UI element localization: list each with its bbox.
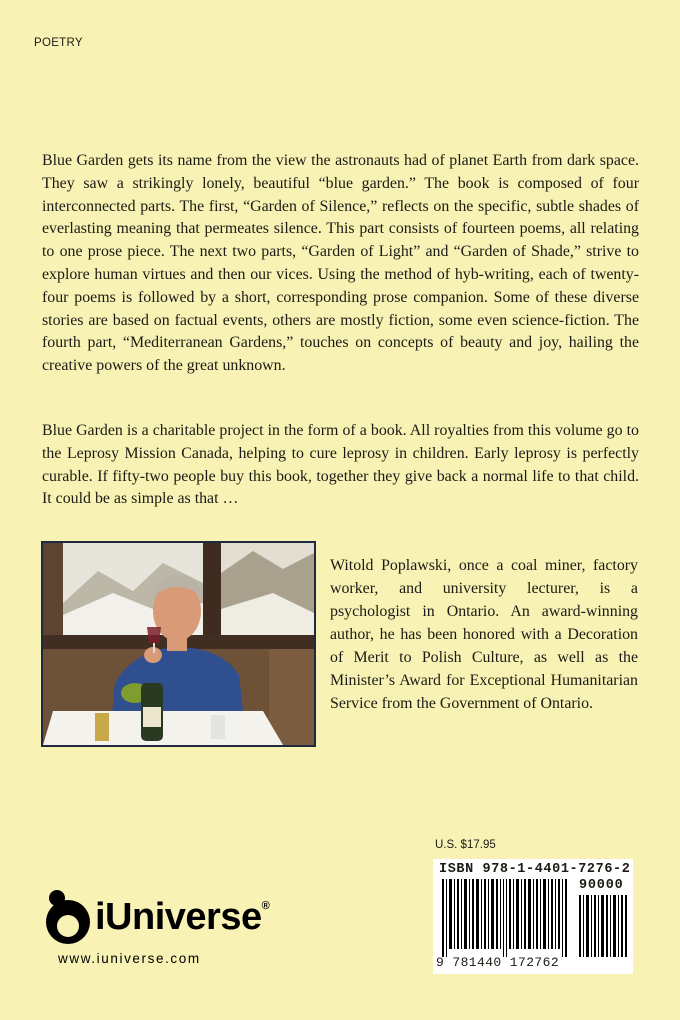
ean-digits: 9 781440 172762 [436, 955, 560, 970]
author-photo-illustration [43, 543, 314, 745]
category-label: POETRY [34, 37, 83, 49]
publisher-url[interactable]: www.iuniverse.com [58, 951, 201, 966]
description-paragraph-1: Blue Garden gets its name from the view the astronauts had of planet Earth from dark space. They saw a strikingly lonely, beautiful “blue garden.” The book is composed of four interconnected parts. The first, “Garden of Silence,” reflects on the specific, subtle shades of everlasting meaning that permeates silence. This part consists of fourteen poems, all relating to one prose piece. The next two parts, “Garden of Light” and “Garden of Shade,” strive to explore human virtues and then our vices. Using the method of hyb-writing, each of twenty-four poems is followed by a short, corresponding prose companion. Some of these diverse stories are based on factual events, others are mostly fiction, some even science-fiction. The fourth part, “Mediterranean Gardens,” touches on concepts of beauty and joy, hailing the creative powers of the great unknown. [42, 152, 639, 375]
publisher-logo [44, 888, 304, 968]
author-photo [41, 541, 316, 747]
publisher-name [95, 896, 269, 939]
price-code: 90000 [579, 878, 624, 893]
description-paragraph-2: Blue Garden is a charitable project in the form of a book. All royalties from this volume go to the Leprosy Mission Canada, helping to cure leprosy in children. Early leprosy is perfectly curable. If fifty-two people buy this book, together they give back a normal life to that child. It could be as simple as that … [42, 422, 639, 508]
iuniverse-logo-icon [44, 888, 92, 948]
isbn-barcode [433, 859, 633, 974]
registered-mark: ® [261, 900, 270, 912]
author-bio: Witold Poplawski, once a coal miner, factory worker, and university lecturer, is a psychologist in Ontario. An award-winning author, he has been honored with a Decoration of Merit to Polish Culture, as well as the Minister’s Award for Exceptional Humanitarian Service from the Government of Ontario. [330, 557, 638, 712]
publisher-name-text: iUniverse [95, 896, 262, 938]
isbn-text: ISBN 978-1-4401-7276-2 [439, 862, 631, 877]
price-label: U.S. $17.95 [435, 839, 496, 851]
